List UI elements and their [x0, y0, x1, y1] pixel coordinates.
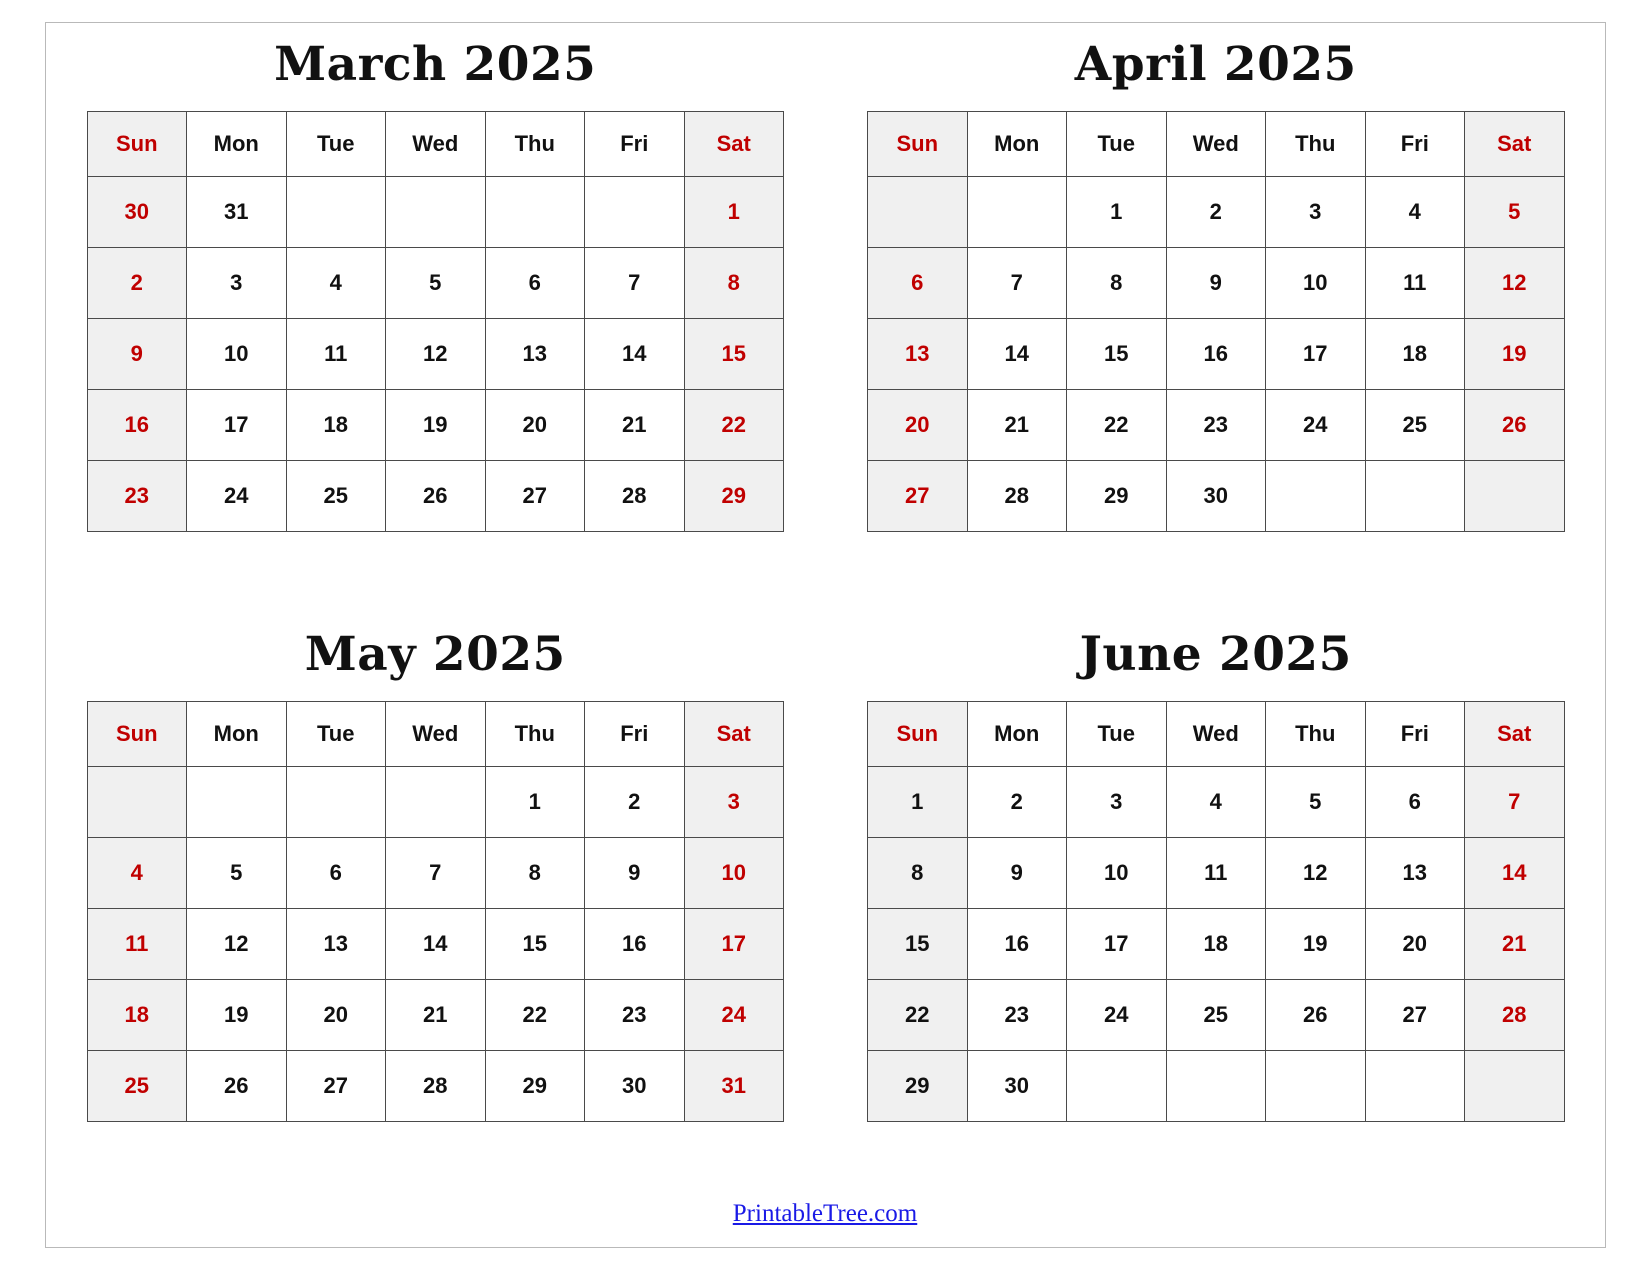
month-title: June 2025	[1079, 627, 1352, 682]
day-cell: 14	[1465, 838, 1565, 909]
day-cell: 4	[286, 248, 386, 319]
day-cell: 16	[87, 390, 187, 461]
day-cell: 12	[187, 909, 287, 980]
day-cell: 19	[1465, 319, 1565, 390]
day-cell: 23	[87, 461, 187, 532]
day-cell: 13	[485, 319, 585, 390]
day-cell: 30	[87, 177, 187, 248]
week-row	[87, 838, 784, 909]
weekday-header-row	[87, 702, 784, 767]
weekday-header-thu: Thu	[1266, 112, 1366, 177]
day-cell: 19	[187, 980, 287, 1051]
day-cell	[1465, 461, 1565, 532]
weekday-header-mon: Mon	[967, 112, 1067, 177]
day-cell: 9	[87, 319, 187, 390]
day-cell: 11	[286, 319, 386, 390]
day-cell: 11	[1365, 248, 1465, 319]
day-cell: 17	[1067, 909, 1167, 980]
day-cell: 9	[1166, 248, 1266, 319]
day-cell: 26	[1465, 390, 1565, 461]
day-cell: 24	[684, 980, 784, 1051]
day-cell: 7	[967, 248, 1067, 319]
day-cell	[1266, 1051, 1366, 1122]
day-cell: 5	[187, 838, 287, 909]
week-row	[868, 319, 1565, 390]
day-cell: 16	[967, 909, 1067, 980]
day-cell: 10	[1266, 248, 1366, 319]
day-cell: 2	[1166, 177, 1266, 248]
weekday-header-mon: Mon	[967, 702, 1067, 767]
day-cell	[187, 767, 287, 838]
day-cell: 6	[868, 248, 968, 319]
week-row	[87, 1051, 784, 1122]
day-cell: 24	[187, 461, 287, 532]
day-cell: 3	[187, 248, 287, 319]
day-cell: 15	[485, 909, 585, 980]
day-cell	[967, 177, 1067, 248]
day-cell: 8	[485, 838, 585, 909]
day-cell: 28	[1465, 980, 1565, 1051]
weekday-header-mon: Mon	[187, 112, 287, 177]
day-cell	[1067, 1051, 1167, 1122]
month-table-march	[87, 111, 785, 532]
day-cell: 5	[1266, 767, 1366, 838]
day-cell: 15	[684, 319, 784, 390]
day-cell: 3	[1067, 767, 1167, 838]
day-cell: 8	[1067, 248, 1167, 319]
weekday-header-sun: Sun	[868, 112, 968, 177]
day-cell	[1465, 1051, 1565, 1122]
day-cell: 26	[187, 1051, 287, 1122]
day-cell: 28	[967, 461, 1067, 532]
month-title: May 2025	[304, 627, 566, 682]
day-cell	[1266, 461, 1366, 532]
day-cell: 6	[485, 248, 585, 319]
weekday-header-sun: Sun	[87, 112, 187, 177]
day-cell: 20	[1365, 909, 1465, 980]
day-cell: 5	[1465, 177, 1565, 248]
day-cell: 7	[585, 248, 685, 319]
day-cell: 29	[485, 1051, 585, 1122]
day-cell: 11	[87, 909, 187, 980]
day-cell: 26	[386, 461, 486, 532]
day-cell: 29	[1067, 461, 1167, 532]
weekday-header-tue: Tue	[1067, 702, 1167, 767]
day-cell: 28	[386, 1051, 486, 1122]
day-cell: 22	[1067, 390, 1167, 461]
day-cell: 24	[1067, 980, 1167, 1051]
weekday-header-wed: Wed	[386, 112, 486, 177]
week-row	[868, 1051, 1565, 1122]
day-cell: 6	[286, 838, 386, 909]
weekday-header-tue: Tue	[286, 702, 386, 767]
day-cell: 30	[1166, 461, 1266, 532]
day-cell: 27	[868, 461, 968, 532]
week-row	[87, 461, 784, 532]
month-title: March 2025	[274, 37, 597, 92]
day-cell: 29	[684, 461, 784, 532]
week-row	[868, 461, 1565, 532]
weekday-header-wed: Wed	[1166, 112, 1266, 177]
month-block-may	[45, 612, 826, 1202]
day-cell: 21	[386, 980, 486, 1051]
day-cell: 13	[1365, 838, 1465, 909]
day-cell: 12	[1266, 838, 1366, 909]
day-cell	[1365, 461, 1465, 532]
day-cell: 8	[868, 838, 968, 909]
day-cell: 27	[1365, 980, 1465, 1051]
weekday-header-sun: Sun	[87, 702, 187, 767]
weekday-header-mon: Mon	[187, 702, 287, 767]
week-row	[868, 909, 1565, 980]
day-cell: 31	[684, 1051, 784, 1122]
week-row	[87, 390, 784, 461]
week-row	[87, 177, 784, 248]
month-table-may	[87, 701, 785, 1122]
weekday-header-tue: Tue	[1067, 112, 1167, 177]
week-row	[868, 177, 1565, 248]
footer	[0, 1200, 1650, 1228]
day-cell: 22	[684, 390, 784, 461]
day-cell: 30	[585, 1051, 685, 1122]
day-cell: 20	[286, 980, 386, 1051]
day-cell: 31	[187, 177, 287, 248]
day-cell: 2	[585, 767, 685, 838]
weekday-header-fri: Fri	[585, 702, 685, 767]
month-block-april	[826, 22, 1607, 612]
week-row	[868, 767, 1565, 838]
day-cell: 3	[1266, 177, 1366, 248]
weekday-header-thu: Thu	[485, 112, 585, 177]
day-cell: 25	[1166, 980, 1266, 1051]
day-cell: 9	[585, 838, 685, 909]
day-cell: 1	[684, 177, 784, 248]
day-cell: 25	[1365, 390, 1465, 461]
day-cell	[386, 177, 486, 248]
day-cell	[87, 767, 187, 838]
day-cell: 21	[585, 390, 685, 461]
day-cell: 17	[1266, 319, 1366, 390]
day-cell: 12	[1465, 248, 1565, 319]
day-cell: 6	[1365, 767, 1465, 838]
weekday-header-thu: Thu	[1266, 702, 1366, 767]
week-row	[87, 980, 784, 1051]
day-cell: 2	[87, 248, 187, 319]
day-cell: 9	[967, 838, 1067, 909]
weekday-header-fri: Fri	[585, 112, 685, 177]
day-cell: 22	[868, 980, 968, 1051]
day-cell: 4	[1365, 177, 1465, 248]
weekday-header-sat: Sat	[684, 112, 784, 177]
day-cell: 30	[967, 1051, 1067, 1122]
weekday-header-thu: Thu	[485, 702, 585, 767]
day-cell: 2	[967, 767, 1067, 838]
day-cell: 7	[1465, 767, 1565, 838]
week-row	[87, 319, 784, 390]
week-row	[87, 909, 784, 980]
day-cell: 12	[386, 319, 486, 390]
day-cell: 24	[1266, 390, 1366, 461]
day-cell: 18	[1166, 909, 1266, 980]
day-cell: 18	[286, 390, 386, 461]
day-cell: 19	[386, 390, 486, 461]
day-cell: 29	[868, 1051, 968, 1122]
week-row	[87, 248, 784, 319]
day-cell	[485, 177, 585, 248]
week-row	[868, 390, 1565, 461]
day-cell: 26	[1266, 980, 1366, 1051]
day-cell: 17	[684, 909, 784, 980]
day-cell: 18	[87, 980, 187, 1051]
day-cell: 1	[485, 767, 585, 838]
weekday-header-row	[868, 112, 1565, 177]
month-table-june	[867, 701, 1565, 1122]
weekday-header-sun: Sun	[868, 702, 968, 767]
day-cell: 13	[286, 909, 386, 980]
day-cell: 8	[684, 248, 784, 319]
day-cell: 4	[1166, 767, 1266, 838]
day-cell: 19	[1266, 909, 1366, 980]
day-cell: 27	[485, 461, 585, 532]
day-cell: 23	[585, 980, 685, 1051]
day-cell: 14	[585, 319, 685, 390]
day-cell: 16	[585, 909, 685, 980]
day-cell	[1365, 1051, 1465, 1122]
month-block-june	[826, 612, 1607, 1202]
month-title: April 2025	[1074, 37, 1357, 92]
day-cell: 10	[1067, 838, 1167, 909]
day-cell: 3	[684, 767, 784, 838]
day-cell: 27	[286, 1051, 386, 1122]
day-cell: 23	[1166, 390, 1266, 461]
week-row	[868, 248, 1565, 319]
day-cell: 14	[386, 909, 486, 980]
day-cell: 21	[1465, 909, 1565, 980]
day-cell: 20	[868, 390, 968, 461]
weekday-header-row	[87, 112, 784, 177]
day-cell: 7	[386, 838, 486, 909]
calendar-grid	[45, 22, 1606, 1202]
day-cell: 4	[87, 838, 187, 909]
weekday-header-row	[868, 702, 1565, 767]
day-cell	[286, 767, 386, 838]
day-cell: 10	[684, 838, 784, 909]
day-cell: 10	[187, 319, 287, 390]
day-cell: 16	[1166, 319, 1266, 390]
month-table-april	[867, 111, 1565, 532]
day-cell: 18	[1365, 319, 1465, 390]
day-cell: 15	[1067, 319, 1167, 390]
weekday-header-tue: Tue	[286, 112, 386, 177]
day-cell: 20	[485, 390, 585, 461]
day-cell	[585, 177, 685, 248]
weekday-header-sat: Sat	[1465, 702, 1565, 767]
week-row	[868, 980, 1565, 1051]
day-cell: 17	[187, 390, 287, 461]
day-cell	[1166, 1051, 1266, 1122]
weekday-header-sat: Sat	[684, 702, 784, 767]
day-cell: 21	[967, 390, 1067, 461]
day-cell: 13	[868, 319, 968, 390]
day-cell	[868, 177, 968, 248]
week-row	[868, 838, 1565, 909]
day-cell: 28	[585, 461, 685, 532]
footer-website-link[interactable]: PrintableTree.com	[732, 1200, 918, 1227]
day-cell: 11	[1166, 838, 1266, 909]
weekday-header-sat: Sat	[1465, 112, 1565, 177]
weekday-header-fri: Fri	[1365, 112, 1465, 177]
day-cell: 15	[868, 909, 968, 980]
month-block-march	[45, 22, 826, 612]
day-cell	[386, 767, 486, 838]
weekday-header-wed: Wed	[1166, 702, 1266, 767]
week-row	[87, 767, 784, 838]
weekday-header-wed: Wed	[386, 702, 486, 767]
day-cell: 5	[386, 248, 486, 319]
day-cell: 25	[286, 461, 386, 532]
day-cell: 22	[485, 980, 585, 1051]
day-cell	[286, 177, 386, 248]
day-cell: 14	[967, 319, 1067, 390]
day-cell: 1	[1067, 177, 1167, 248]
weekday-header-fri: Fri	[1365, 702, 1465, 767]
day-cell: 23	[967, 980, 1067, 1051]
day-cell: 1	[868, 767, 968, 838]
day-cell: 25	[87, 1051, 187, 1122]
